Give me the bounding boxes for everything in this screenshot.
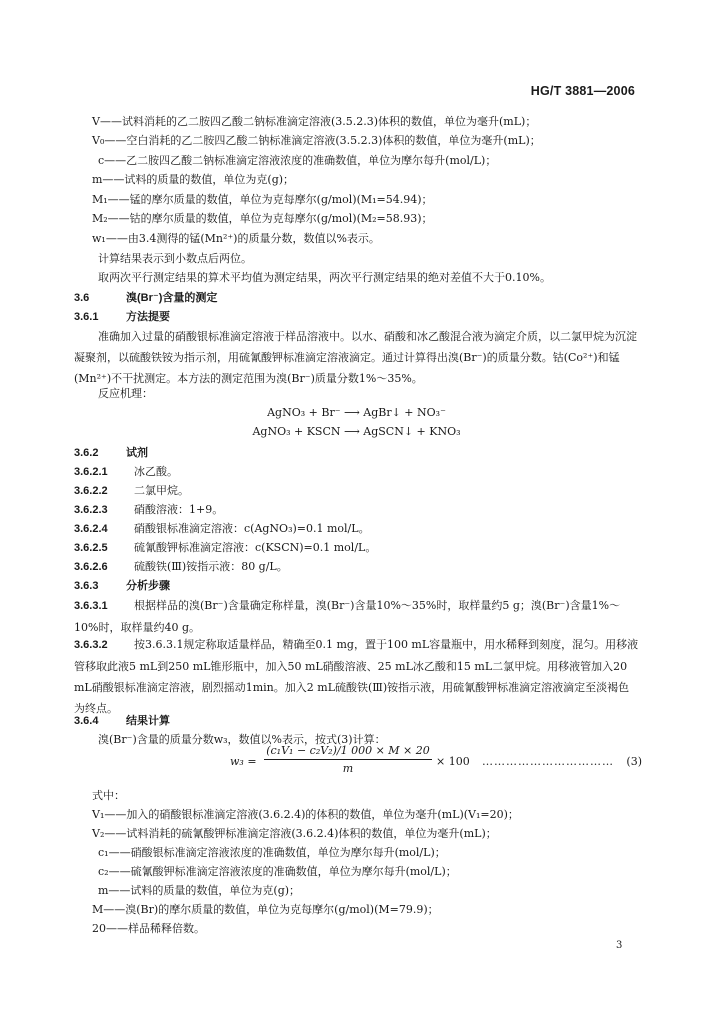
definition-line: m——试料的质量的数值，单位为克(g)；: [92, 173, 295, 186]
reagent-number: 3.6.2.6: [74, 561, 108, 573]
section-heading: [74, 291, 217, 305]
section-heading: [74, 310, 170, 324]
step-number: 3.6.3.1: [74, 600, 108, 612]
formula-3: [230, 744, 650, 784]
step-text: 按3.6.3.1规定称取适量样品，精确至0.1 mg，置于100 mL容量瓶中，用水稀释到刻度，混匀。用移液管移取此液5 mL到250 mL锥形瓶中，加入50 mL硝酸溶液、25 mL冰乙酸和15 mL二氯甲烷。用移液管加入20 mL硝酸银标准滴定溶液，剧烈摇动1min。加入2 mL硫酸铁(Ⅲ)铵指示液，用硫氰酸钾标准滴定溶液滴定至淡褐色为终点。: [74, 638, 639, 715]
definition-line: c₁——硝酸银标准滴定溶液浓度的准确数值，单位为摩尔每升(mol/L)；: [98, 846, 446, 859]
where-label: 式中：: [92, 789, 125, 802]
definition-line: M₁——锰的摩尔质量的数值，单位为克每摩尔(g/mol)(M₁=54.94)；: [92, 193, 433, 206]
step-paragraph: [74, 595, 639, 638]
reagent-number: 3.6.2.2: [74, 485, 108, 497]
reagent-text: 硝酸溶液：1+9。: [134, 503, 224, 516]
definition-line: w₁——由3.4测得的锰(Mn²⁺)的质量分数，数值以%表示。: [92, 232, 380, 245]
section-number: 3.6.3: [74, 580, 99, 592]
definition-line: V₀——空白消耗的乙二胺四乙酸二钠标准滴定溶液(3.5.2.3)体积的数值，单位为毫升(mL)；: [92, 134, 541, 147]
reagent-item: [74, 541, 376, 555]
reaction-label: 反应机理：: [98, 387, 153, 400]
section-title: 方法提要: [126, 311, 170, 323]
reagent-item: [74, 560, 288, 574]
section-heading: [74, 714, 170, 728]
reagent-item: [74, 465, 178, 479]
section-title: 试剂: [126, 447, 148, 459]
section-number: 3.6: [74, 292, 90, 304]
page-number: 3: [616, 940, 623, 951]
reagent-text: 二氯甲烷。: [134, 484, 189, 497]
reagent-item: [74, 484, 189, 498]
rounding-note: 计算结果表示到小数点后两位。: [98, 252, 252, 265]
definition-line: M——溴(Br)的摩尔质量的数值，单位为克每摩尔(g/mol)(M=79.9)；: [92, 903, 439, 916]
reagent-text: 硫酸铁(Ⅲ)铵指示液：80 g/L。: [134, 560, 288, 573]
reagent-number: 3.6.2.5: [74, 542, 108, 554]
section-title: 结果计算: [126, 715, 170, 727]
reagent-number: 3.6.2.1: [74, 466, 108, 478]
section-title: 分析步骤: [126, 580, 170, 592]
parallel-note: 取两次平行测定结果的算术平均值为测定结果，两次平行测定结果的绝对差值不大于0.10%。: [98, 271, 551, 284]
reagent-number: 3.6.2.4: [74, 523, 108, 535]
formula-lhs: w₃ =: [230, 755, 257, 768]
step-text: 根据样品的溴(Br⁻)含量确定称样量，溴(Br⁻)含量10%～35%时，取样量约5 g；溴(Br⁻)含量1%～10%时，取样量约40 g。: [74, 599, 621, 634]
definition-line: V₂——试料消耗的硫氰酸钾标准滴定溶液(3.6.2.4)体积的数值，单位为毫升(mL)；: [92, 827, 497, 840]
formula-numerator: (c₁V₁ − c₂V₂)/1 000 × M × 20: [264, 744, 432, 760]
definition-line: c——乙二胺四乙酸二钠标准滴定溶液浓度的准确数值，单位为摩尔每升(mol/L)；: [98, 154, 497, 167]
reagent-item: [74, 522, 370, 536]
definition-line: M₂——钴的摩尔质量的数值，单位为克每摩尔(g/mol)(M₂=58.93)；: [92, 212, 433, 225]
reaction-equation: AgNO₃ + Br⁻ ⟶ AgBr↓ + NO₃⁻: [267, 406, 446, 419]
formula-multiplier: × 100: [436, 755, 470, 768]
formula-denominator: m: [342, 762, 354, 775]
reagent-number: 3.6.2.3: [74, 504, 108, 516]
equation-number: (3): [626, 755, 642, 768]
definition-line: 20——样品稀释倍数。: [92, 922, 205, 935]
reaction-equation: AgNO₃ + KSCN ⟶ AgSCN↓ + KNO₃: [252, 425, 461, 438]
section-title: 溴(Br⁻)含量的测定: [126, 292, 218, 304]
reagent-text: 冰乙酸。: [134, 465, 178, 478]
reagent-text: 硝酸银标准滴定溶液：c(AgNO₃)=0.1 mol/L。: [134, 522, 370, 535]
section-number: 3.6.2: [74, 447, 99, 459]
section-heading: [74, 579, 170, 593]
formula-leader-dots: ……………………………: [482, 755, 614, 768]
section-number: 3.6.4: [74, 715, 99, 727]
section-heading: [74, 446, 148, 460]
reagent-text: 硫氰酸钾标准滴定溶液：c(KSCN)=0.1 mol/L。: [134, 541, 377, 554]
step-number: 3.6.3.2: [74, 639, 108, 651]
standard-code: HG/T 3881—2006: [530, 84, 635, 98]
calculation-intro: 溴(Br⁻)含量的质量分数w₃，数值以%表示，按式(3)计算：: [98, 733, 386, 746]
definition-line: V₁——加入的硝酸银标准滴定溶液(3.6.2.4)的体积的数值，单位为毫升(mL)(V₁=20)；: [92, 808, 519, 821]
definition-line: m——试料的质量的数值，单位为克(g)；: [98, 884, 301, 897]
step-paragraph: [74, 634, 639, 719]
method-summary: 准确加入过量的硝酸银标准滴定溶液于样品溶液中。以水、硝酸和冰乙酸混合液为滴定介质，以二氯甲烷为沉淀凝聚剂，以硫酸铁铵为指示剂，用硫氰酸钾标准滴定溶液滴定。通过计算得出溴(Br⁻)的质量分数。钴(Co²⁺)和锰(Mn²⁺)不干扰测定。本方法的测定范围为溴(Br⁻)质量分数1%～35%。: [74, 330, 637, 385]
reagent-item: [74, 503, 223, 517]
definition-line: c₂——硫氰酸钾标准滴定溶液浓度的准确数值，单位为摩尔每升(mol/L)；: [98, 865, 457, 878]
formula-fraction: [264, 744, 432, 775]
definition-line: V——试料消耗的乙二胺四乙酸二钠标准滴定溶液(3.5.2.3)体积的数值，单位为毫升(mL)；: [92, 115, 537, 128]
section-number: 3.6.1: [74, 311, 99, 323]
